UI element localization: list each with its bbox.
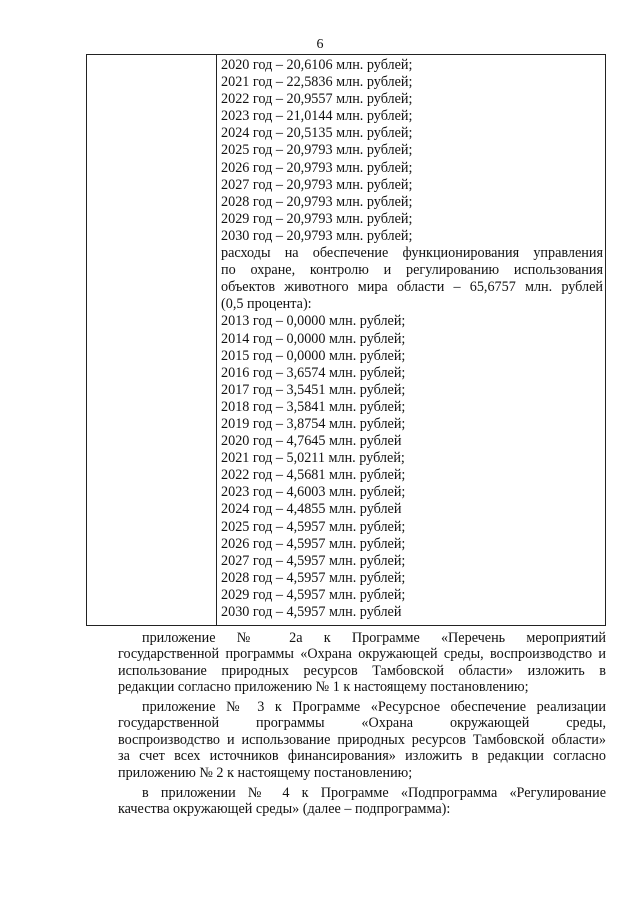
description-line: (0,5 процента): [221,296,312,313]
year-line: 2027 год – 4,5957 млн. рублей; [221,552,406,569]
year-line: 2019 год – 3,8754 млн. рублей; [221,415,406,432]
year-line: 2022 год – 20,9557 млн. рублей; [221,91,413,108]
paragraph-line: в приложении № 4 к Программе «Подпрограмма «Регулирование [142,785,606,801]
year-line: 2023 год – 4,6003 млн. рублей; [221,484,406,501]
year-line: 2014 год – 0,0000 млн. рублей; [221,330,406,347]
paragraph-line: использование природных ресурсов Тамбовской области» изложить в [118,662,606,679]
year-line: 2024 год – 20,5135 млн. рублей; [221,125,413,142]
year-list-1 [221,57,603,245]
paragraph-line: воспроизводство и использование природных ресурсов Тамбовской области» [118,731,606,748]
year-list-2 [221,313,603,621]
year-line: 2017 год – 3,5451 млн. рублей; [221,381,406,398]
table-right-cell [221,57,603,621]
paragraph-appendix-2a [118,630,606,696]
year-line: 2022 год – 4,5681 млн. рублей; [221,467,406,484]
year-line: 2023 год – 21,0144 млн. рублей; [221,108,413,125]
year-line: 2016 год – 3,6574 млн. рублей; [221,364,406,381]
year-line: 2025 год – 20,9793 млн. рублей; [221,142,413,159]
year-line: 2015 год – 0,0000 млн. рублей; [221,347,406,364]
paragraph-line: государственной программы «Охрана окружающей среды, [118,715,606,732]
year-line: 2027 год – 20,9793 млн. рублей; [221,176,413,193]
paragraph-line: государственной программы «Охрана окружающей среды, воспроизводство и [118,646,606,663]
year-line: 2020 год – 4,7645 млн. рублей [221,433,402,450]
year-line: 2030 год – 4,5957 млн. рублей [221,604,402,620]
page-number: 6 [316,37,324,52]
table-divider [216,55,217,625]
description-line: объектов животного мира области – 65,6757 млн. рублей [221,279,603,296]
year-line: 2021 год – 22,5836 млн. рублей; [221,74,413,91]
paragraph-line: редакции согласно приложению № 1 к настоящему постановлению; [118,679,529,696]
paragraph-line: приложению № 2 к настоящему постановлению; [118,764,413,781]
year-line: 2026 год – 20,9793 млн. рублей; [221,159,413,176]
year-line: 2018 год – 3,5841 млн. рублей; [221,398,406,415]
paragraph-line: за счет всех источников финансирования» изложить в редакции согласно [118,748,606,765]
year-line: 2029 год – 4,5957 млн. рублей; [221,586,406,603]
year-line: 2025 год – 4,5957 млн. рублей; [221,518,406,535]
year-line: 2028 год – 4,5957 млн. рублей; [221,569,406,586]
description-line: расходы на обеспечение функционирования управления [221,245,603,262]
paragraph-appendix-4 [118,785,606,818]
year-line: 2026 год – 4,5957 млн. рублей; [221,535,406,552]
year-line: 2013 год – 0,0000 млн. рублей; [221,313,406,330]
funding-table [86,54,606,626]
year-line: 2030 год – 20,9793 млн. рублей; [221,227,413,244]
table-left-cell [87,55,216,625]
paragraph-appendix-3 [118,699,606,781]
paragraph-line: качества окружающей среды» (далее – подпрограмма): [118,801,451,818]
expense-description [221,245,603,313]
paragraph-line: приложение № 2а к Программе «Перечень мероприятий [142,630,606,646]
year-line: 2028 год – 20,9793 млн. рублей; [221,193,413,210]
paragraph-line: приложение № 3 к Программе «Ресурсное обеспечение реализации [142,699,606,715]
year-line: 2024 год – 4,4855 млн. рублей [221,501,402,518]
year-line: 2020 год – 20,6106 млн. рублей; [221,57,413,73]
year-line: 2021 год – 5,0211 млн. рублей; [221,450,405,467]
description-line: по охране, контролю и регулированию использования [221,262,603,279]
year-line: 2029 год – 20,9793 млн. рублей; [221,210,413,227]
